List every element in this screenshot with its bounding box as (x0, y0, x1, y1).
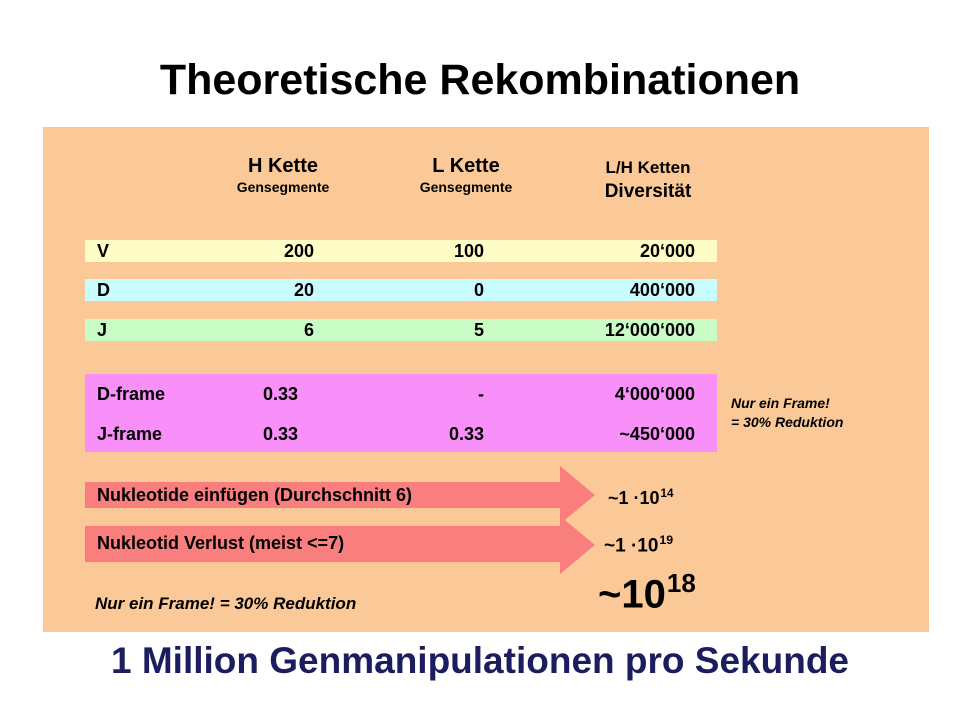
frame-note (731, 394, 843, 432)
column-header-l-label: L Kette (432, 155, 500, 177)
frame-row-d (85, 383, 717, 409)
column-header-h-chain (208, 154, 358, 196)
arrow-lose-nucleotides (85, 516, 595, 574)
bottom-note: Nur ein Frame! = 30% Reduktion (95, 594, 357, 613)
segment-diversity-value: 400‘000 (629, 280, 695, 300)
slide-title: Theoretische Rekombinationen (159, 56, 801, 104)
arrow-lose-value-prefix: ~1 ·10 (604, 535, 659, 557)
frame-label: D-frame (97, 384, 166, 404)
footer-headline: 1 Million Genmanipulationen pro Sekunde (110, 640, 849, 681)
frame-l-value: - (478, 384, 484, 404)
column-header-diversity (568, 157, 728, 205)
segment-l-value: 100 (453, 241, 484, 261)
arrow-lose-value-exp: 19 (659, 533, 674, 547)
segment-label: J (97, 320, 108, 340)
arrow-label: Nukleotid Verlust (meist <=7) (97, 533, 345, 553)
column-header-h-label: H Kette (247, 155, 318, 177)
frame-note-line1: Nur ein Frame! (731, 395, 830, 411)
frame-note-line2: = 30% Reduktion (731, 414, 844, 430)
column-header-diversity-label: L/H Ketten (605, 158, 691, 177)
frame-label: J-frame (97, 424, 163, 444)
total-combinations (598, 568, 696, 618)
arrow-lose-value (604, 533, 673, 557)
segment-h-value: 200 (283, 241, 314, 261)
frame-diversity-value: 4‘000‘000 (614, 384, 695, 404)
arrow-insert-value (608, 487, 674, 509)
segment-diversity-value: 12‘000‘000 (604, 320, 695, 340)
segment-l-value: 5 (473, 320, 484, 340)
segment-row-v (85, 240, 717, 262)
segment-h-value: 6 (303, 320, 314, 340)
arrow-insert-value-prefix: ~1 ·10 (608, 488, 660, 509)
segment-row-j (85, 319, 717, 341)
frame-h-value: 0.33 (263, 384, 299, 404)
total-exp: 18 (666, 568, 696, 598)
column-header-diversity-sub: Diversität (604, 181, 692, 202)
frame-l-value: 0.33 (448, 424, 484, 444)
segment-diversity-value: 20‘000 (639, 241, 695, 261)
frame-row-j (85, 423, 717, 449)
segment-label: V (97, 241, 110, 261)
total-prefix: ~10 (598, 572, 666, 617)
column-header-h-sub: Gensegmente (236, 179, 330, 195)
frame-diversity-value: ~450‘000 (619, 424, 695, 444)
segment-l-value: 0 (473, 280, 484, 300)
column-header-l-chain (391, 154, 541, 196)
arrow-label: Nukleotide einfügen (Durchschnitt 6) (97, 485, 413, 505)
segment-label: D (97, 280, 110, 300)
frame-h-value: 0.33 (263, 424, 299, 444)
frame-block (85, 374, 717, 452)
segment-row-d (85, 279, 717, 301)
segment-h-value: 20 (293, 280, 314, 300)
arrow-insert-value-exp: 14 (660, 487, 674, 500)
column-header-l-sub: Gensegmente (419, 179, 513, 195)
